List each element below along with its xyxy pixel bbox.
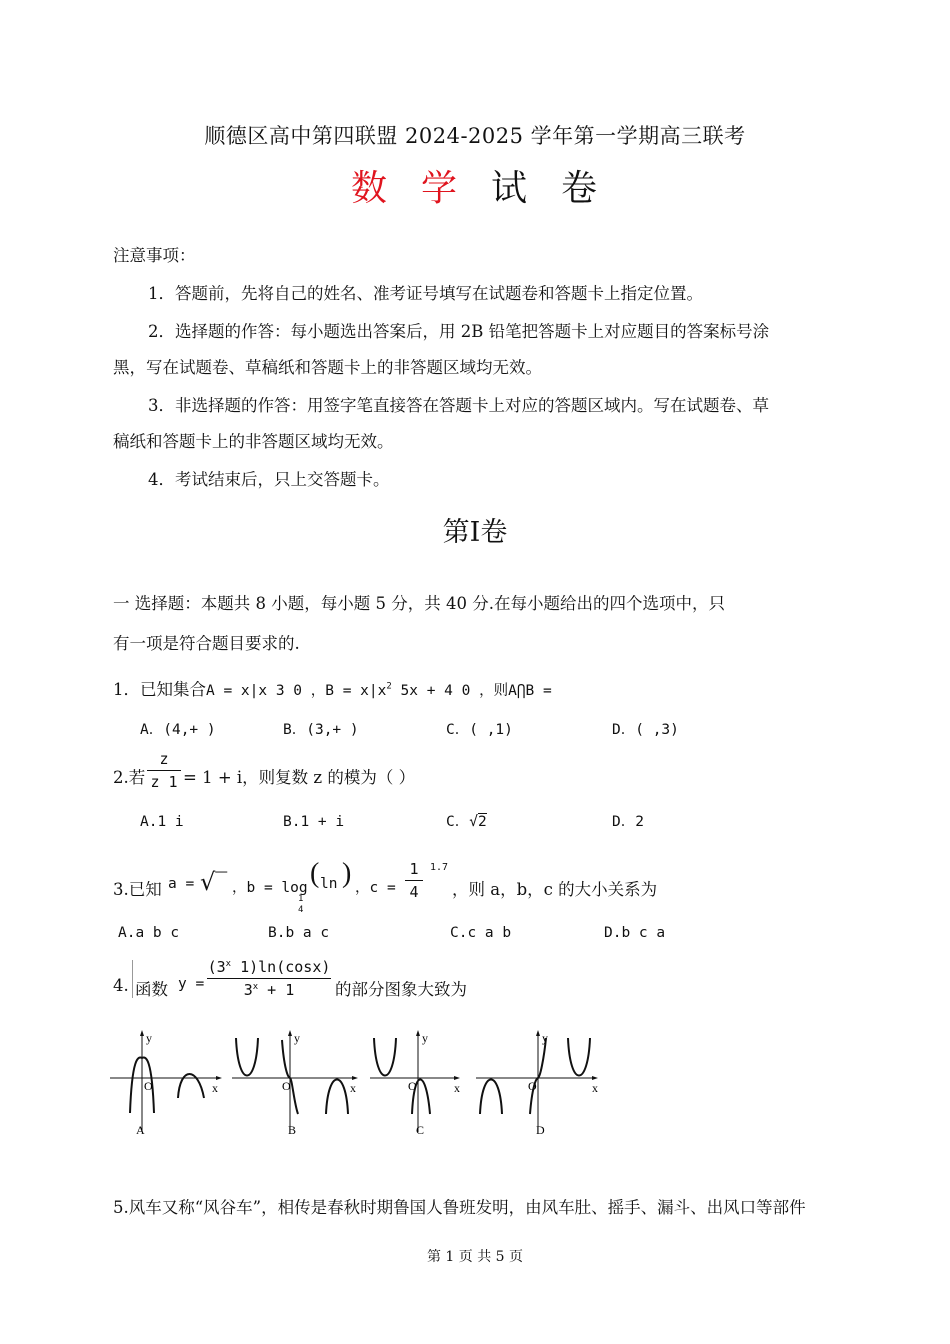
section-title: 第Ⅰ卷 [442,517,508,548]
notice-heading: 注意事项： [113,246,196,265]
curve [568,1038,590,1076]
denominator: z 1 [150,773,178,791]
question-4-rest: 的部分图象大致为 [335,980,467,999]
numerator [207,958,331,976]
question-prefix: 1．已知集合 [113,680,206,699]
notice-item: 2．选择题的作答：每小题选出答案后，用 2B 铅笔把答题卡上对应题目的答案标号涂 [148,322,770,341]
sqrt-icon: √‾ [200,868,228,896]
denominator: 4 [409,883,419,901]
option-a: A．(4,+ ) [140,722,216,738]
exponent: 2 [386,681,392,692]
graph-label: D [536,1123,545,1137]
question-3-rest: ，则 a，b，c 的大小关系为 [452,880,658,899]
option-a: A.a b c [118,925,180,941]
den-base: 3 [243,981,253,999]
log-base-num: 1 [298,894,304,904]
x-axis-arrow [592,1076,598,1080]
page-footer: 第 1 页 共 5 页 [426,1249,524,1265]
graph-d [474,1028,604,1140]
numerator: z [159,750,169,768]
origin-label: O [528,1079,537,1093]
graph-label: C [416,1123,425,1137]
question-2-rest: = 1 + i，则复数 z 的模为（ ） [183,768,416,787]
graph-b [228,1028,363,1140]
option-d: D．2 [612,814,644,830]
q3-ln: ln [320,876,338,892]
set-b: B = x|x [325,683,387,699]
axis-y-label: y [146,1031,152,1045]
q3-a-expr: a = [168,876,195,892]
option-b: B.1 + i [283,814,345,830]
x-axis-arrow [454,1076,460,1080]
graph-c [368,1028,468,1140]
denominator [207,981,331,999]
notice-item: 稿纸和答题卡上的非答题区域均无效。 [113,432,394,451]
axis-x-label: x [454,1081,460,1095]
fraction [405,860,423,901]
text-cursor [132,960,133,998]
num-sup: x [225,959,232,969]
fraction [207,958,331,999]
option-d: D.b c a [604,925,666,941]
fraction-bar [405,880,423,881]
graph-label: B [288,1123,297,1137]
title-char: 卷 [561,168,600,209]
axis-x-label: x [350,1081,356,1095]
numerator: 1 [409,860,419,878]
option-c: C．( ,1) [446,722,513,738]
exam-header: 顺德区高中第四联盟 2024-2025 学年第一学期高三联考 [204,124,746,148]
x-axis-arrow [352,1076,358,1080]
curve [326,1080,348,1115]
x-axis-arrow [216,1076,222,1080]
origin-label: O [144,1079,153,1093]
num-rest: 1)ln(cosx) [231,958,331,976]
function-label: 函数 [135,980,168,999]
paren-close: ) [342,858,352,889]
log-base-den: 4 [298,905,304,915]
origin-label: O [408,1079,417,1093]
option-d: D．( ,3) [612,722,679,738]
y-axis-arrow [416,1030,420,1036]
axis-y-label: y [422,1031,428,1045]
option-c: C.c a b [450,925,512,941]
sqrt-symbol: √ [469,814,478,830]
q3-c-expr: ，c = [355,880,396,896]
option-c [446,810,487,831]
notice-item: 3．非选择题的作答：用签字笔直接答在答题卡上对应的答题区域内。写在试题卷、草 [148,396,769,415]
notice-item: 1．答题前，先将自己的姓名、准考证号填写在试题卷和答题卡上指定位置。 [148,284,703,303]
title-char: 试 [491,168,530,209]
graph-label: A [136,1123,145,1137]
option-a: A.1 i [140,814,184,830]
notice-item: 黑，写在试题卷、草稿纸和答题卡上的非答题区域均无效。 [113,358,542,377]
notice-item: 4．考试结束后，只上交答题卡。 [148,470,390,489]
log-base [298,894,303,916]
axis-y-label: y [294,1031,300,1045]
title-char: 数 [350,168,389,209]
part-instructions: 有一项是符合题目要求的. [113,634,300,653]
paren-open: ( [310,858,320,889]
curve [480,1080,502,1115]
question-4-prefix: 4. [113,976,129,995]
option-label: C． [446,814,470,830]
fraction [147,750,181,791]
title-char: 学 [420,168,459,209]
option-b: B.b a c [268,925,330,941]
num-base: (3 [207,958,226,976]
option-b: B．(3,+ ) [283,722,359,738]
part-instructions: 一 选择题：本题共 8 小题，每小题 5 分，共 40 分.在每小题给出的四个选项中，只 [113,594,725,613]
question-5: 5.风车又称“风谷车”，相传是春秋时期鲁国人鲁班发明，由风车肚、摇手、漏斗、出风口等部件 [113,1198,806,1217]
y-axis-arrow [288,1030,292,1036]
exponent: 1.7 [430,862,449,873]
fraction-bar [207,978,331,979]
y-axis-arrow [140,1030,144,1036]
q3-b-expr: ，b = log [232,880,308,896]
sqrt-arg: 2 [477,814,487,830]
fraction-bar [147,770,181,771]
question-2-prefix: 2.若 [113,768,146,787]
axis-x-label: x [212,1081,218,1095]
question-3-prefix: 3.已知 [113,880,162,899]
y-equals: y = [178,976,205,992]
axis-y-label: y [542,1031,548,1045]
origin-label: O [282,1079,291,1093]
den-rest: + 1 [258,981,295,999]
y-axis-arrow [536,1030,540,1036]
exam-title [0,160,950,211]
curve [374,1038,396,1076]
curve [236,1038,258,1076]
graph-a [108,1028,228,1140]
axis-x-label: x [592,1081,598,1095]
set-b-rest: 5x + 4 0 ，则A⋂B = [391,683,552,699]
den-sup: x [252,982,259,992]
set-a: A = x|x 3 0 ， [206,683,326,699]
question-1 [113,676,552,700]
